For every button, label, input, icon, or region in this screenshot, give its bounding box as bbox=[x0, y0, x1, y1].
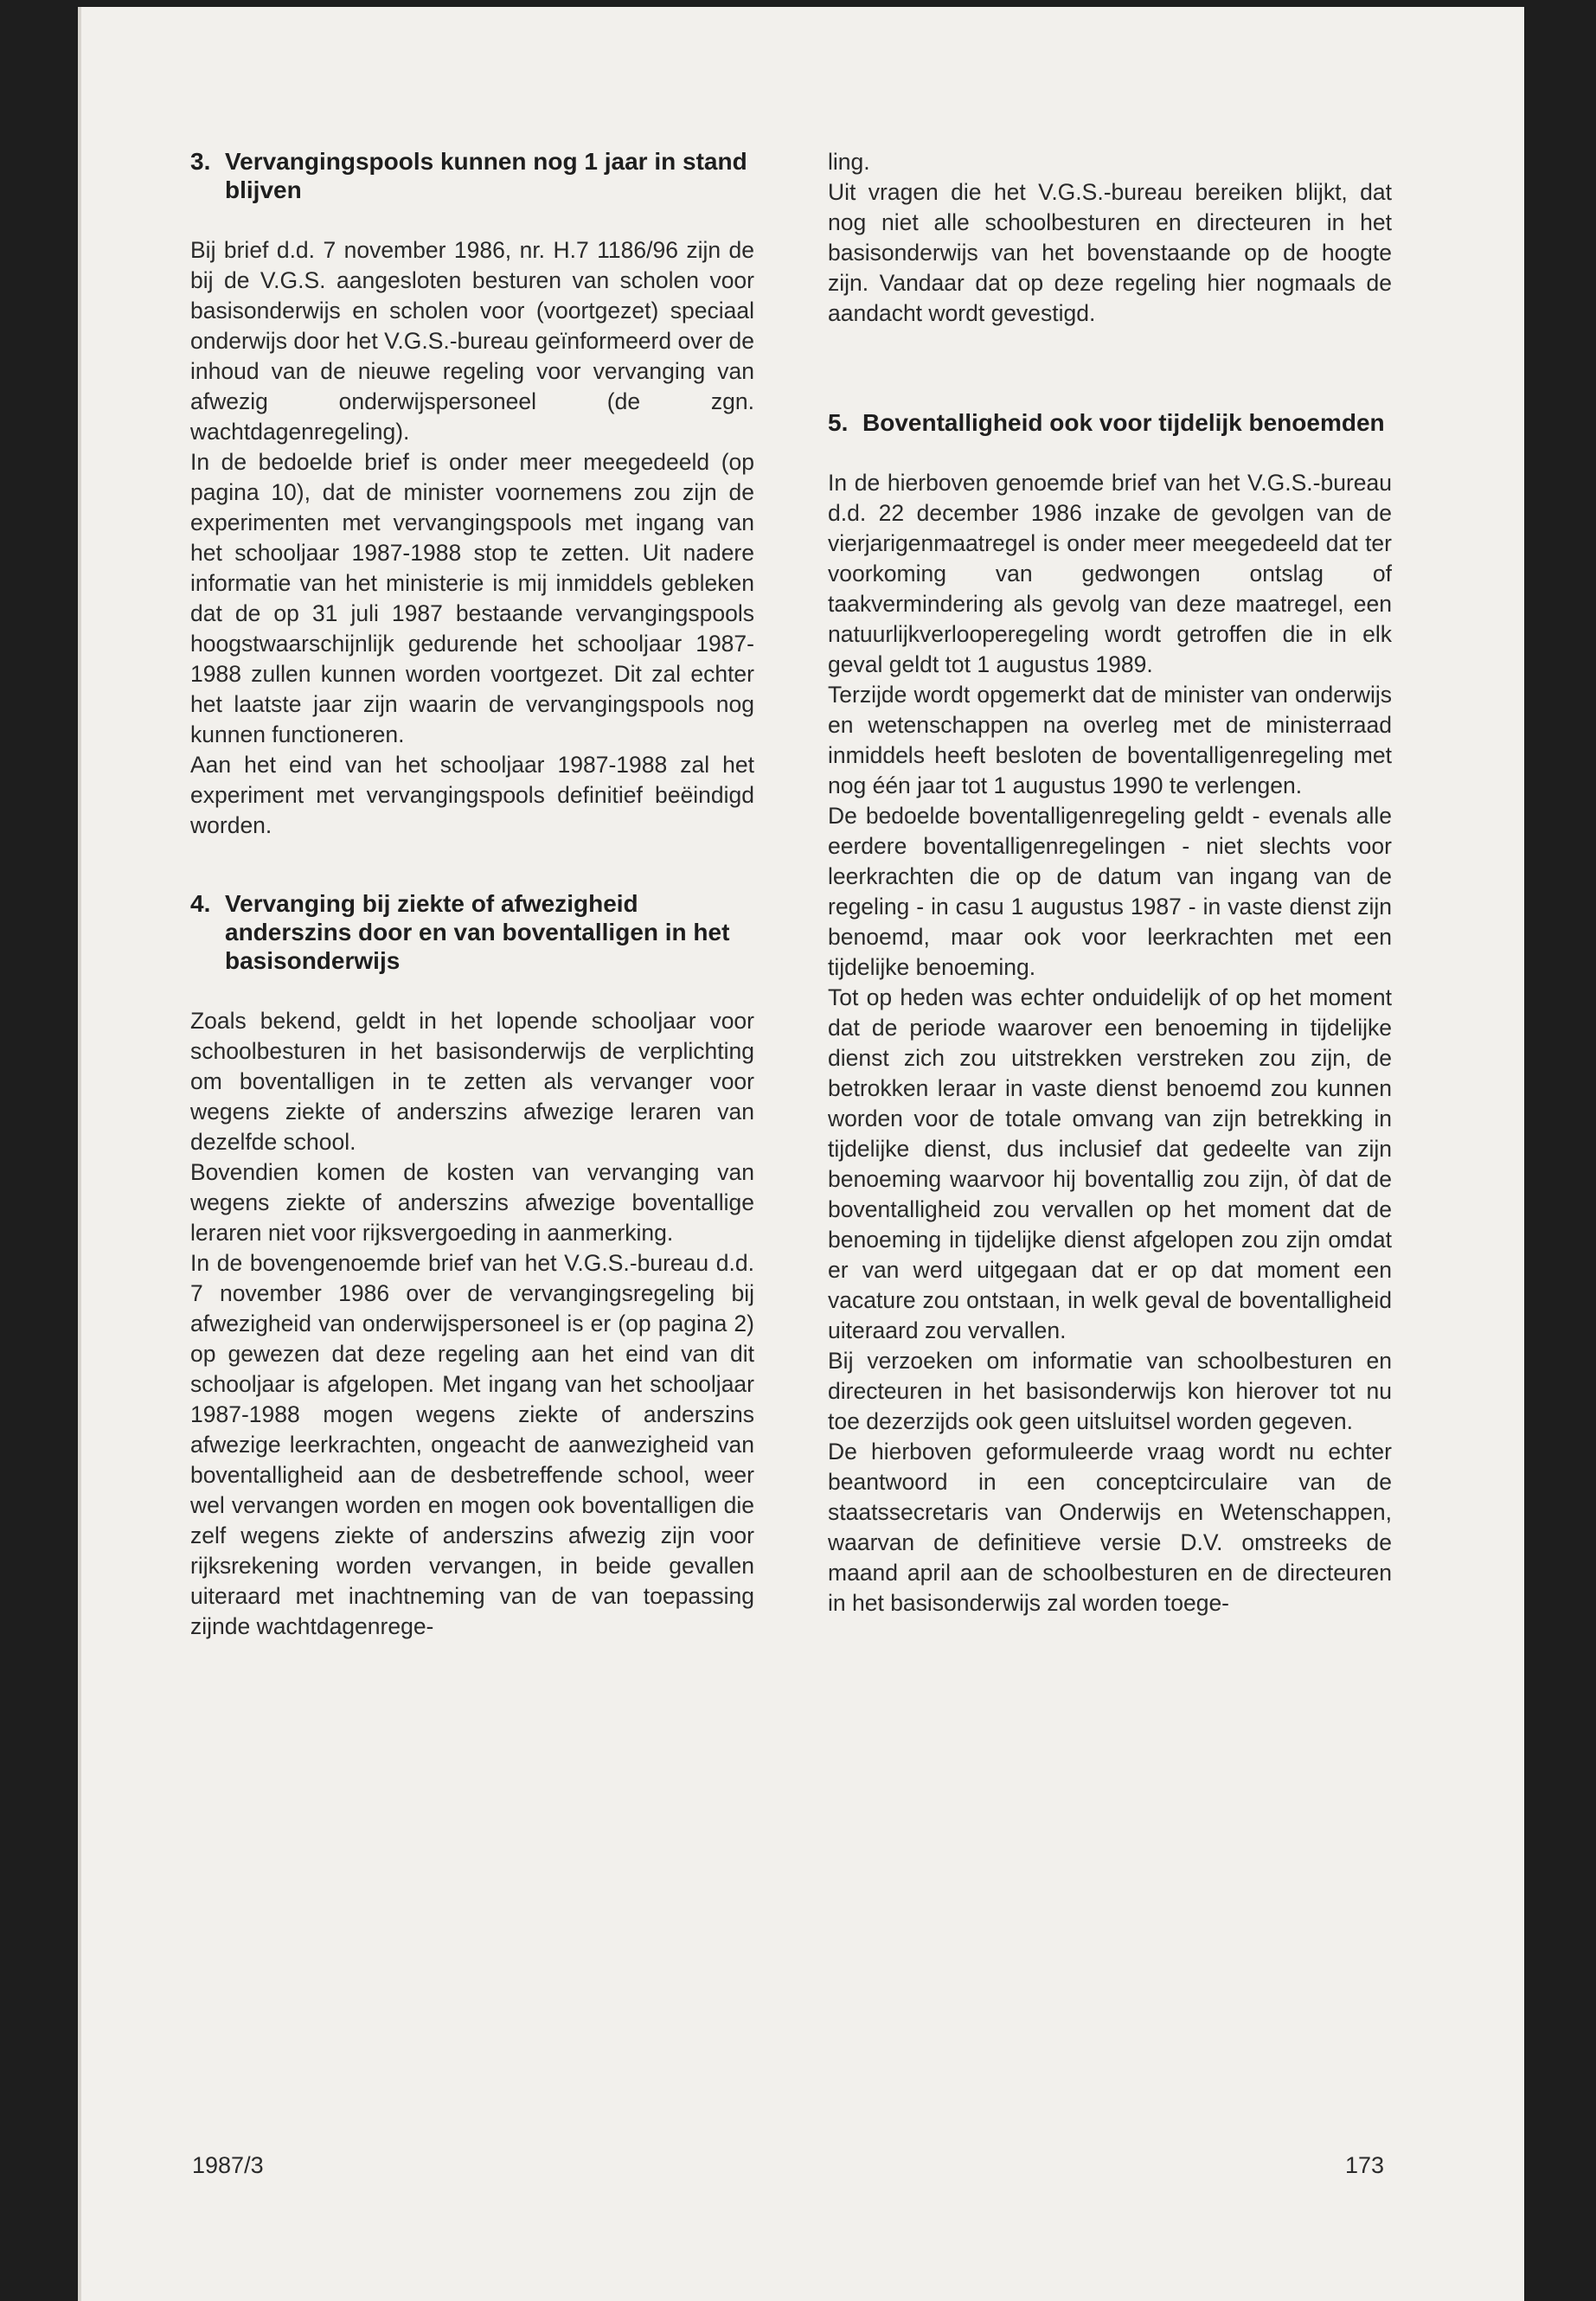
section-3-paragraph: Bij brief d.d. 7 november 1986, nr. H.7 1186/96 zijn de bij de V.G.S. aangesloten besturen van scholen voor basisonderwijs en scholen voor (voortgezet) speciaal onderwijs door het V.G.S.-bureau geïnformeerd over de inhoud van de nieuwe regeling voor vervanging van afwezig onderwijspersoneel (de zgn. wachtdagenregeling). bbox=[190, 237, 754, 445]
section-5-paragraph: De hierboven geformuleerde vraag wordt nu echter beantwoord in een conceptcirculaire van de staatssecretaris van Onderwijs en Wetenschappen, waarvan de definitieve versie D.V. omstreeks de maand april aan de schoolbesturen en de directeuren in het basisonderwijs zal worden toege- bbox=[828, 1439, 1392, 1616]
section-4-paragraph: In de bovengenoemde brief van het V.G.S.-bureau d.d. 7 november 1986 over de vervangingsregeling bij afwezigheid van onderwijspersoneel is er (op pagina 2) op gewezen dat deze regeling aan het eind van dit schooljaar is afgelopen. Met ingang van het schooljaar 1987-1988 mogen wegens ziekte of anderszins afwezige leerkrachten, ongeacht de aanwezigheid van boventalligheid aan de desbetreffende school, weer wel vervangen worden en mogen ook boventalligen die zelf wegens ziekte of anderszins afwezig zijn voor rijksrekening worden vervangen, in beide gevallen uiteraard met inachtneming van de van toepassing zijnde wachtdagenrege- bbox=[190, 1250, 754, 1639]
section-4-paragraph: Zoals bekend, geldt in het lopende schooljaar voor schoolbesturen in het basisonderwijs de verplichting om boventalligen in te zetten als vervanger voor wegens ziekte of anderszins afwezige leraren van dezelfde school. bbox=[190, 1008, 754, 1155]
section-3-number: 3. bbox=[190, 148, 211, 175]
right-column bbox=[828, 147, 1392, 1618]
issue-number: 1987/3 bbox=[192, 2152, 264, 2178]
section-4-number: 4. bbox=[190, 890, 211, 917]
section-4-heading bbox=[190, 889, 754, 975]
section-5-paragraph: Tot op heden was echter onduidelijk of op het moment dat de periode waarover een benoeming in tijdelijke dienst zich zou uitstrekken verstreken zou zijn, de betrokken leraar in vaste dienst benoemd zou kunnen worden voor de totale omvang van zijn betrekking in tijdelijke dienst, dus inclusief dat gedeelte van zijn benoeming waarvoor hij boventallig zou zijn, òf dat de boventalligheid zou vervallen op het moment dat de benoeming in tijdelijke dienst afgelopen zou zijn omdat er van werd uitgegaan dat er op dat moment een vacature zou ontstaan, in welk geval de boventalligheid uiteraard zou vervallen. bbox=[828, 984, 1392, 1343]
continuation-paragraph: Uit vragen die het V.G.S.-bureau bereiken blijkt, dat nog niet alle schoolbesturen en directeuren in het basisonderwijs van het bovenstaande op de hoogte zijn. Vandaar dat op deze regeling hier nogmaals de aandacht wordt gevestigd. bbox=[828, 179, 1392, 326]
section-5-paragraph: Terzijde wordt opgemerkt dat de minister van onderwijs en wetenschappen na overleg met de ministerraad inmiddels heeft besloten de boventalligenregeling met nog één jaar tot 1 augustus 1990 te verlengen. bbox=[828, 682, 1392, 798]
section-4-title: Vervanging bij ziekte of afwezigheid anderszins door en van boventalligen in het basisonderwijs bbox=[225, 890, 730, 974]
scan-border-left bbox=[0, 0, 78, 2301]
section-3-heading bbox=[190, 147, 754, 204]
section-5-title: Boventalligheid ook voor tijdelijk benoemden bbox=[862, 409, 1385, 436]
page-number: 173 bbox=[1345, 2152, 1385, 2178]
scan-border-top bbox=[78, 0, 1521, 7]
section-3-title: Vervangingspools kunnen nog 1 jaar in stand blijven bbox=[225, 148, 747, 203]
section-4-paragraph: Bovendien komen de kosten van vervanging van wegens ziekte of anderszins afwezige boventallige leraren niet voor rijksvergoeding in aanmerking. bbox=[190, 1159, 754, 1246]
section-3-paragraph: Aan het eind van het schooljaar 1987-1988 zal het experiment met vervangingspools definitief beëindigd worden. bbox=[190, 752, 754, 838]
section-3-paragraph: In de bedoelde brief is onder meer meegedeeld (op pagina 10), dat de minister voornemens zou zijn de experimenten met vervangingspools met ingang van het schooljaar 1987-1988 stop te zetten. Uit nadere informatie van het ministerie is mij inmiddels gebleken dat de op 31 juli 1987 bestaande vervangingspools hoogstwaarschijnlijk gedurende het schooljaar 1987-1988 zullen kunnen worden voortgezet. Dit zal echter het laatste jaar zijn waarin de vervangingspools nog kunnen functioneren. bbox=[190, 449, 754, 747]
continuation-paragraph: ling. bbox=[828, 149, 870, 175]
section-5-paragraph: De bedoelde boventalligenregeling geldt - evenals alle eerdere boventalligenregelingen - niet slechts voor leerkrachten die op de datum van ingang van de regeling - in casu 1 augustus 1987 - in vaste dienst zijn benoemd, maar ook voor leerkrachten met een tijdelijke benoeming. bbox=[828, 803, 1392, 980]
section-5-paragraph: Bij verzoeken om informatie van schoolbesturen en directeuren in het basisonderwijs kon hierover tot nu toe dezerzijds ook geen uitsluitsel worden gegeven. bbox=[828, 1348, 1392, 1434]
section-5-heading bbox=[828, 408, 1392, 437]
section-5-paragraph: In de hierboven genoemde brief van het V.G.S.-bureau d.d. 22 december 1986 inzake de gevolgen van de vierjarigenmaatregel is onder meer meegedeeld dat ter voorkoming van gedwongen ontslag of taakvermindering als gevolg van deze maatregel, een natuurlijkverlooperegeling wordt getroffen die in elk geval geldt tot 1 augustus 1989. bbox=[828, 470, 1392, 677]
left-column bbox=[190, 147, 754, 1642]
section-5-number: 5. bbox=[828, 409, 849, 436]
scan-border-right bbox=[1521, 0, 1596, 2301]
